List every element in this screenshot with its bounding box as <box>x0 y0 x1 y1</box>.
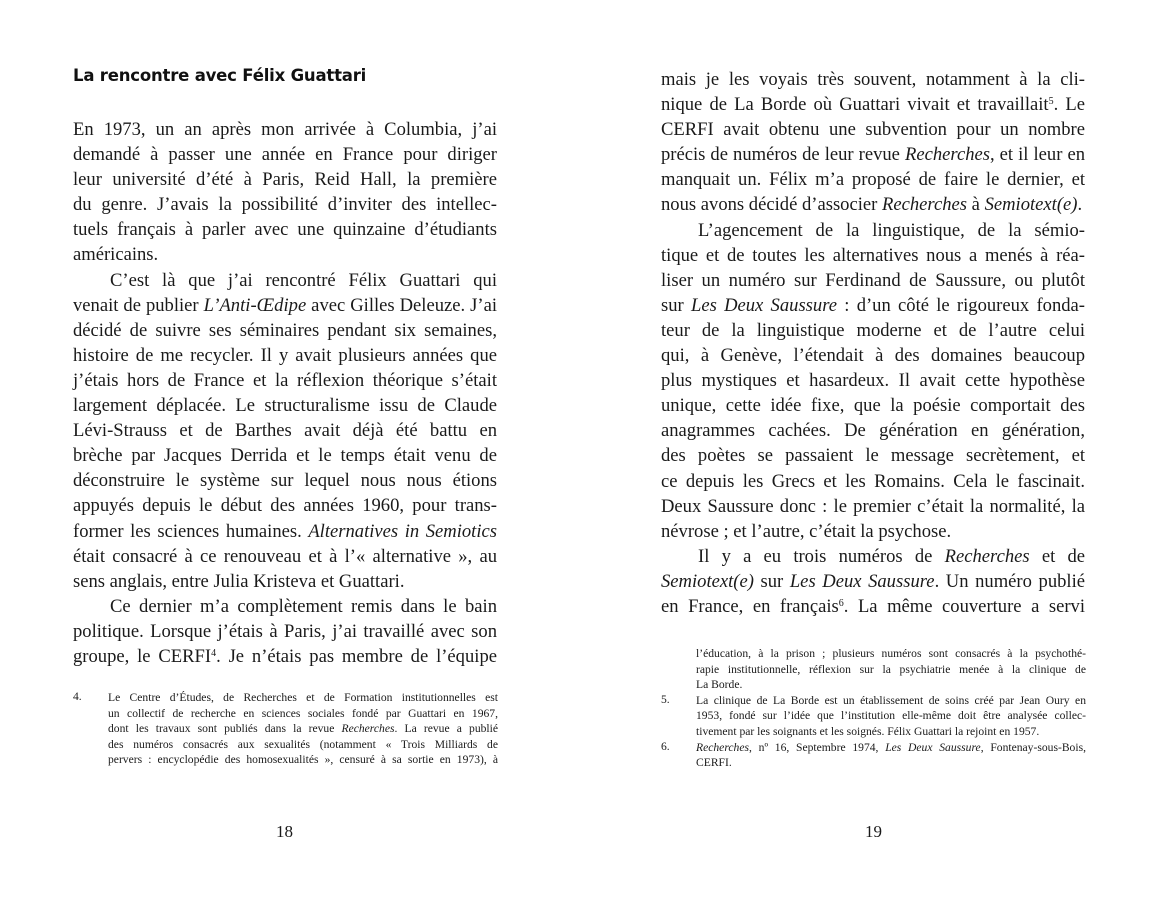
text-run: groupe, le CERFI <box>73 645 212 667</box>
text-run: des poètes se passaient le message secrètement, et <box>661 445 1085 467</box>
text-line <box>73 619 497 644</box>
text-run: , nº 16, Septembre 1974, <box>749 740 886 754</box>
text-line <box>73 268 497 293</box>
text-run: déconstruire le système sur lequel nous nous étions <box>73 470 497 492</box>
text-run: politique. Lorsque j’étais à Paris, j’ai travaillé avec son <box>73 620 497 642</box>
text-run: . Le <box>1053 94 1085 116</box>
text-line <box>73 142 497 167</box>
text-run: qui, à Genève, l’étendait à des domaines beaucoup <box>661 345 1085 367</box>
text-run: Lévi-Strauss et de Barthes avait déjà été battu en <box>73 420 497 442</box>
text-line <box>661 569 1085 594</box>
text-line <box>661 594 1085 619</box>
text-line <box>73 594 497 619</box>
text-line <box>661 293 1085 318</box>
text-run: CERFI. <box>696 756 732 770</box>
footnotes <box>73 690 498 768</box>
text-line <box>661 343 1085 368</box>
page-number: 18 <box>276 822 293 841</box>
italic-title: Les Deux Saussure <box>789 570 935 592</box>
text-line <box>73 418 497 443</box>
text-line <box>73 644 497 669</box>
footnote <box>661 646 1086 693</box>
text-run: en France, en français <box>661 595 839 617</box>
text-line <box>661 443 1085 468</box>
text-run: : d’un côté le rigoureux fonda- <box>837 294 1085 316</box>
text-run: j’étais hors de France et la réflexion théorique s’était <box>73 369 497 391</box>
text-run: manquait un. Félix m’a proposé de faire le dernier, et <box>661 169 1085 191</box>
text-line <box>73 368 497 393</box>
text-run: largement déplacée. Le structuralisme issu de Claude <box>73 395 497 417</box>
italic-title: Recherches <box>696 740 749 754</box>
footnote-line <box>696 755 1086 771</box>
text-line <box>73 117 497 142</box>
text-line <box>661 268 1085 293</box>
text-line <box>661 243 1085 268</box>
footnote-line <box>696 677 1086 693</box>
text-run: L’agencement de la linguistique, de la sémio- <box>698 219 1085 241</box>
text-run: sens anglais, entre Julia Kristeva et Guattari. <box>73 570 405 592</box>
text-run: Deux Saussure donc : le premier c’était la normalité, la <box>661 495 1085 517</box>
text-run: tique et de toutes les alternatives nous a menés à réa- <box>661 244 1085 266</box>
text-run: appuyés depuis le début des années 1960, pour trans- <box>73 495 497 517</box>
footnote-line <box>696 724 1086 740</box>
text-run: En 1973, un an après mon arrivée à Columbia, j’ai <box>73 119 497 140</box>
text-run: sur <box>661 294 691 316</box>
footnote <box>661 740 1086 771</box>
italic-title: Les Deux Saussure <box>690 294 838 316</box>
text-line <box>73 167 497 192</box>
italic-title: Recherches <box>904 144 990 166</box>
text-run: et de <box>1029 545 1086 567</box>
text-run: , Fontenay-sous-Bois, <box>980 740 1086 754</box>
text-run: un collectif de recherche en sciences sociales fondé par Guattari en 1967, <box>108 706 498 720</box>
text-run: anagrammes cachées. De génération en génération, <box>661 420 1085 442</box>
text-run: . La revue a publié <box>394 722 499 736</box>
body-text <box>73 117 497 669</box>
text-run: avec Gilles Deleuze. J’ai <box>306 294 498 316</box>
text-run: venait de publier <box>73 294 204 316</box>
text-run: . Je n’étais pas membre de l’équipe <box>216 645 497 667</box>
italic-title: Recherches <box>944 545 1030 567</box>
text-run: teur de la linguistique moderne et de l’autre celui <box>661 319 1085 341</box>
text-line <box>661 368 1085 393</box>
text-line <box>661 494 1085 519</box>
text-line <box>661 218 1085 243</box>
text-run: pervers : encyclopédie des homosexualités », censuré à sa sortie en 1973), à <box>108 753 498 767</box>
text-run: américains. <box>73 244 159 266</box>
italic-title: Les Deux Saussure <box>885 740 981 754</box>
footnote-line <box>696 693 1086 709</box>
italic-title: Recherches <box>882 194 967 216</box>
footnote-line <box>108 752 498 768</box>
text-run: des numéros consacrés aux sexualités (notamment « Trois Milliards de <box>108 737 498 751</box>
text-line <box>661 544 1085 569</box>
text-line <box>73 468 497 493</box>
text-run: demandé à passer une année en France pour diriger <box>73 144 497 166</box>
text-line <box>661 192 1085 217</box>
text-run: décidé de suivre ses séminaires pendant six semaines, <box>73 319 497 341</box>
text-line <box>73 519 497 544</box>
text-run: précis de numéros de leur revue <box>661 144 905 166</box>
text-run: nique de La Borde où Guattari vivait et travaillait <box>661 94 1049 116</box>
text-run: Il y a eu trois numéros de <box>698 545 945 567</box>
footnote-ref: 6 <box>838 597 844 609</box>
text-run: tuels français à parler avec une quinzaine d’étudiants <box>73 219 497 241</box>
text-line <box>73 343 497 368</box>
italic-title: Recherches <box>341 722 395 736</box>
text-line <box>73 393 497 418</box>
footnote-ref: 5 <box>1048 96 1054 108</box>
text-run: plus mystiques et hasardeux. Il avait cette hypothèse <box>661 370 1085 392</box>
footnote-number: 4. <box>73 690 82 703</box>
text-line <box>661 92 1085 117</box>
footnote-line <box>108 706 498 722</box>
footnote-line <box>696 740 1086 756</box>
text-run: La Borde. <box>696 678 743 692</box>
text-run: Ce dernier m’a complètement remis dans le bain <box>110 595 497 617</box>
text-run: La clinique de La Borde est un établissement de soins créé par Jean Oury en <box>696 693 1086 707</box>
body-text <box>661 67 1085 619</box>
italic-title: Semiotext(e) <box>661 570 754 592</box>
text-line <box>661 167 1085 192</box>
text-run: tivement par les soignants et les soignés. Félix Guattari la rejoint en 1957. <box>696 724 1040 738</box>
footnote-number: 6. <box>661 739 670 753</box>
footnote-number: 5. <box>661 692 670 706</box>
text-run: , et il leur en <box>989 144 1086 166</box>
text-run: liser un numéro sur Ferdinand de Saussure, ou plutôt <box>661 269 1085 291</box>
footnote <box>661 693 1086 740</box>
text-run: ce depuis les Grecs et les Romains. Cela le fascinait. <box>661 470 1085 492</box>
text-run: était consacré à ce renouveau et à l’« alternative », au <box>73 545 497 567</box>
italic-title: L’Anti-Œdipe <box>203 294 307 316</box>
text-run: leur université d’été à Paris, Reid Hall, la première <box>73 169 497 191</box>
text-line <box>73 569 497 594</box>
italic-title: Semiotext(e) <box>984 194 1078 216</box>
text-line <box>73 192 497 217</box>
text-run: . <box>1077 194 1083 216</box>
text-run: C’est là que j’ai rencontré Félix Guattari qui <box>110 269 497 291</box>
text-run: du genre. J’avais la possibilité d’inviter des intellec- <box>73 194 497 216</box>
text-line <box>661 142 1085 167</box>
footnote-line <box>696 662 1086 678</box>
text-line <box>73 293 497 318</box>
footnote <box>73 690 498 768</box>
section-heading: La rencontre avec Félix Guattari <box>73 66 367 85</box>
text-line <box>73 242 497 267</box>
footnotes <box>661 646 1086 771</box>
footnote-line <box>696 708 1086 724</box>
text-line <box>661 393 1085 418</box>
text-line <box>661 117 1085 142</box>
text-run: histoire de me recycler. Il y avait plusieurs années que <box>73 344 497 366</box>
footnote-ref: 4 <box>211 647 217 659</box>
page-number: 19 <box>865 822 882 841</box>
text-line <box>661 318 1085 343</box>
text-run: mais je les voyais très souvent, notamment à la cli- <box>661 69 1085 90</box>
text-line <box>661 519 1085 544</box>
text-line <box>661 469 1085 494</box>
text-run: nous avons décidé d’associer <box>661 194 882 216</box>
text-run: brèche par Jacques Derrida et le temps était venu de <box>73 445 497 467</box>
text-line <box>73 318 497 343</box>
text-line <box>661 418 1085 443</box>
text-run: CERFI avait obtenu une subvention pour un nombre <box>661 119 1085 141</box>
footnote-line <box>696 646 1086 662</box>
text-run: Le Centre d’Études, de Recherches et de Formation institutionnelles est <box>108 691 498 704</box>
text-line <box>73 443 497 468</box>
right-page <box>579 0 1158 904</box>
text-line <box>661 67 1085 92</box>
text-run: dont les travaux sont publiés dans la revue <box>108 722 342 736</box>
text-run: l’éducation, à la prison ; plusieurs numéros sont consacrés à la psychothé- <box>696 647 1086 660</box>
text-line <box>73 544 497 569</box>
footnote-line <box>108 721 498 737</box>
italic-title: Alternatives in Semiotics <box>308 520 497 542</box>
text-run: rapie institutionnelle, réflexion sur la psychiatrie menée à la clinique de <box>696 662 1086 676</box>
text-line <box>73 493 497 518</box>
text-run: 1953, fondé sur l’idée que l’institution elle-même doit être analysée collec- <box>696 709 1086 723</box>
footnote-line <box>108 690 498 706</box>
text-run: sur <box>753 570 790 592</box>
text-run: former les sciences humaines. <box>73 520 309 542</box>
text-run: . La même couverture a servi <box>843 595 1085 617</box>
text-line <box>73 217 497 242</box>
text-run: névrose ; et l’autre, c’était la psychose. <box>661 520 952 542</box>
footnote-line <box>108 737 498 753</box>
text-run: à <box>967 194 985 216</box>
text-run: unique, cette idée fixe, que la poésie comportait des <box>661 395 1085 417</box>
text-run: . Un numéro publié <box>934 570 1085 592</box>
